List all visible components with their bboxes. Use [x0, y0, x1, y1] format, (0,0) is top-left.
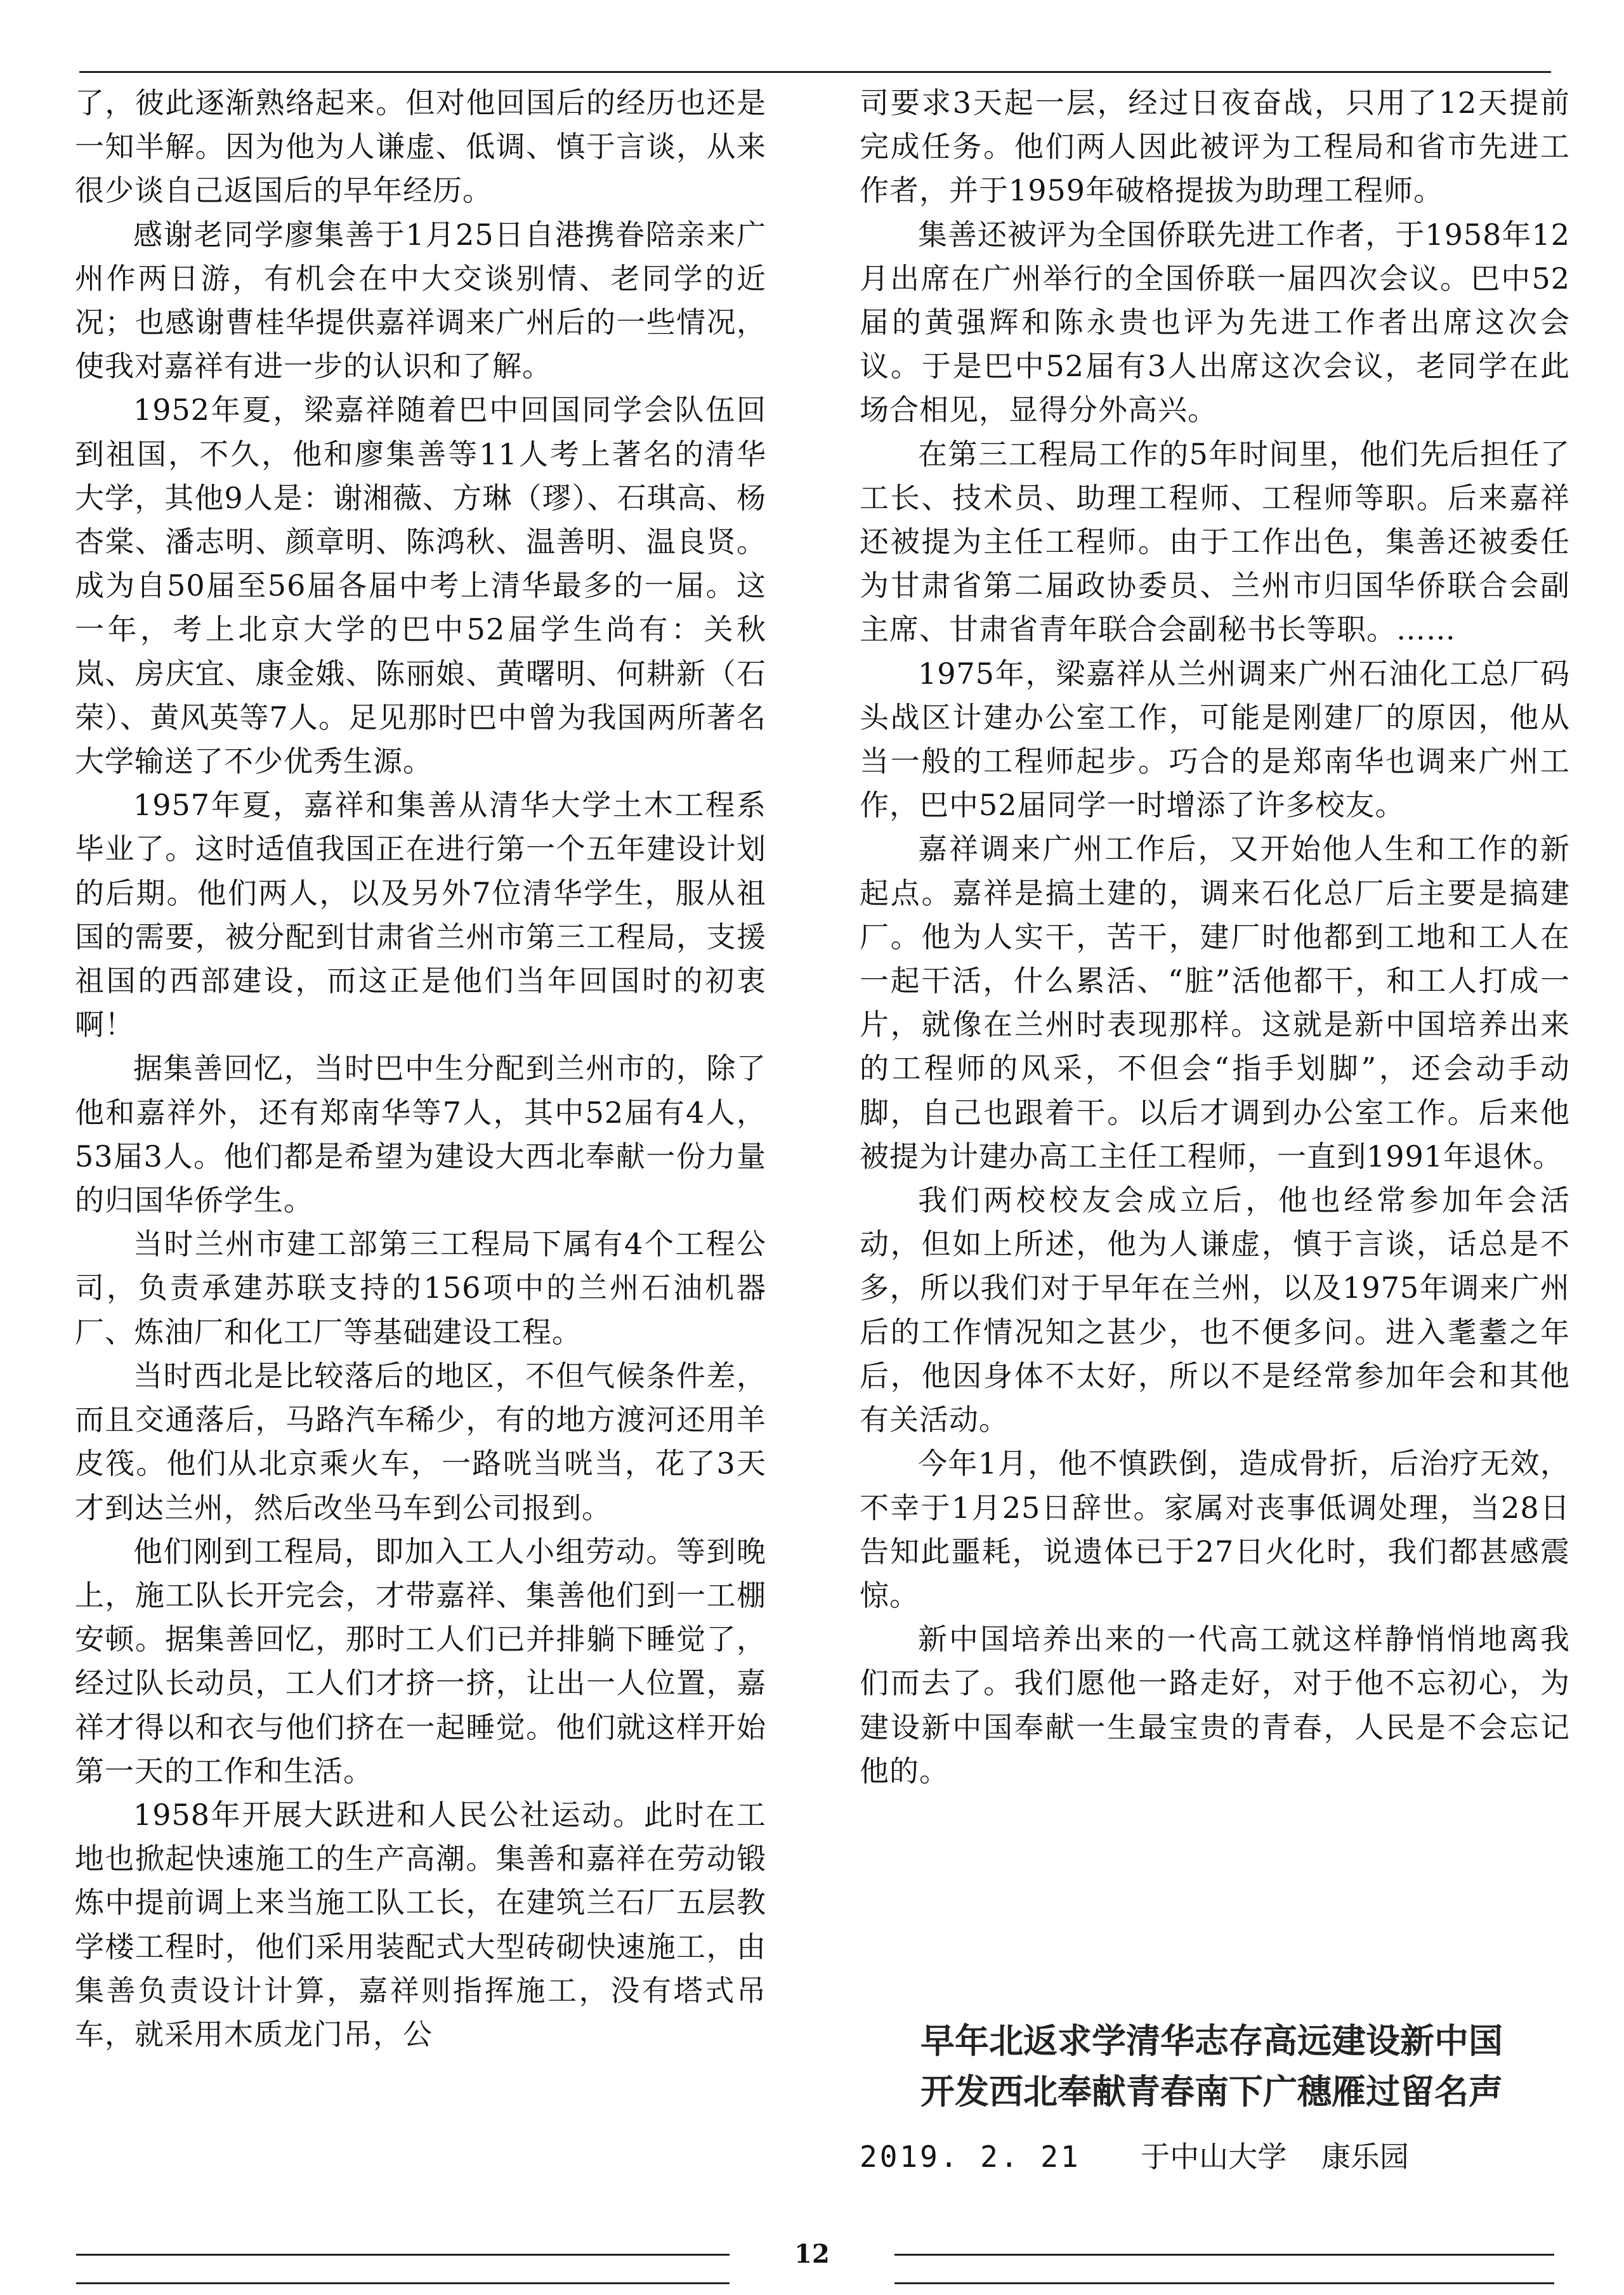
footer-rule-right-top	[894, 2254, 1554, 2256]
paragraph: 了，彼此逐渐熟络起来。但对他回国后的经历也还是一知半解。因为他为人谦虚、低调、慎于言谈，从来很少谈自己返国后的早年经历。	[75, 86, 766, 208]
paragraph: 新中国培养出来的一代高工就这样静悄悄地离我们而去了。我们愿他一路走好，对于他不忘初心，为建设新中国奉献一生最宝贵的青春，人民是不会忘记他的。	[860, 1622, 1570, 1788]
signature-line	[860, 2138, 1409, 2176]
paragraph: 今年1月，他不慎跌倒，造成骨折，后治疗无效，不幸于1月25日辞世。家属对丧事低调处理，当28日告知此噩耗，说遗体已于27日火化时，我们都甚感震惊。	[860, 1446, 1570, 1612]
paragraph: 1975年，梁嘉祥从兰州调来广州石油化工总厂码头战区计建办公室工作，可能是刚建厂的原因，他从当一般的工程师起步。巧合的是郑南华也调来广州工作，巴中52届同学一时增添了许多校友。	[860, 656, 1570, 823]
footer-rule-right-bottom	[894, 2282, 1554, 2284]
paragraph: 我们两校校友会成立后，他也经常参加年会活动，但如上所述，他为人谦虚，慎于言谈，话总是不多，所以我们对于早年在兰州，以及1975年调来广州后的工作情况知之甚少，也不便多问。进入耄耋之年后，他因身体不太好，所以不是经常参加年会和其他有关活动。	[860, 1183, 1570, 1437]
paragraph: 1958年开展大跃进和人民公社运动。此时在工地也掀起快速施工的生产高潮。集善和嘉祥在劳动锻炼中提前调上来当施工队工长，在建筑兰石厂五层教学楼工程时，他们采用装配式大型砖砌快速施工，由集善负责设计计算，嘉祥则指挥施工，没有塔式吊车，就采用木质龙门吊，公	[75, 1797, 766, 2051]
paragraph: 感谢老同学廖集善于1月25日自港携眷陪亲来广州作两日游，有机会在中大交谈别情、老同学的近况；也感谢曹桂华提供嘉祥调来广州后的一些情况，使我对嘉祥有进一步的认识和了解。	[75, 217, 766, 384]
paragraph: 司要求3天起一层，经过日夜奋战，只用了12天提前完成任务。他们两人因此被评为工程局和省市先进工作者，并于1959年破格提拔为助理工程师。	[860, 86, 1570, 208]
couplet-line-1: 早年北返求学清华志存高远建设新中国	[920, 2021, 1503, 2061]
page-number: 12	[794, 2239, 830, 2269]
left-column	[75, 81, 766, 2056]
closing-couplet	[860, 2016, 1564, 2117]
paragraph: 嘉祥调来广州工作后，又开始他人生和工作的新起点。嘉祥是搞土建的，调来石化总厂后主要是搞建厂。他为人实干，苦干，建厂时他都到工地和工人在一起干活，什么累活、“脏”活他都干，和工人打成一片，就像在兰州时表现那样。这就是新中国培养出来的工程师的风采，不但会“指手划脚”，还会动手动脚，自己也跟着干。以后才调到办公室工作。后来他被提为计建办高工主任工程师，一直到1991年退休。	[860, 832, 1570, 1174]
paragraph: 集善还被评为全国侨联先进工作者，于1958年12月出席在广州举行的全国侨联一届四次会议。巴中52届的黄强辉和陈永贵也评为先进工作者出席这次会议。于是巴中52届有3人出席这次会议，老同学在此场合相见，显得分外高兴。	[860, 217, 1570, 428]
signature-date: 2019. 2. 21	[860, 2140, 1081, 2174]
paragraph: 他们刚到工程局，即加入工人小组劳动。等到晚上，施工队长开完会，才带嘉祥、集善他们到一工棚安顿。据集善回忆，那时工人们已并排躺下睡觉了，经过队长动员，工人们才挤一挤，让出一人位置，嘉祥才得以和衣与他们挤在一起睡觉。他们就这样开始第一天的工作和生活。	[75, 1534, 766, 1788]
right-column	[860, 81, 1570, 1793]
paragraph: 当时西北是比较落后的地区，不但气候条件差，而且交通落后，马路汽车稀少，有的地方渡河还用羊皮筏。他们从北京乘火车，一路咣当咣当，花了3天才到达兰州，然后改坐马车到公司报到。	[75, 1358, 766, 1525]
signature-place: 于中山大学	[1141, 2140, 1287, 2174]
couplet-line-2: 开发西北奉献青春南下广穗雁过留名声	[920, 2072, 1503, 2112]
paragraph: 在第三工程局工作的5年时间里，他们先后担任了工长、技术员、助理工程师、工程师等职。后来嘉祥还被提为主任工程师。由于工作出色，集善还被委任为甘肃省第二届政协委员、兰州市归国华侨联合会副主席、甘肃省青年联合会副秘书长等职。……	[860, 436, 1570, 647]
signature-venue: 康乐园	[1321, 2140, 1409, 2174]
paragraph: 当时兰州市建工部第三工程局下属有4个工程公司，负责承建苏联支持的156项中的兰州石油机器厂、炼油厂和化工厂等基础建设工程。	[75, 1227, 766, 1349]
paragraph: 1957年夏，嘉祥和集善从清华大学土木工程系毕业了。这时适值我国正在进行第一个五年建设计划的后期。他们两人，以及另外7位清华学生，服从祖国的需要，被分配到甘肃省兰州市第三工程局，支援祖国的西部建设，而这正是他们当年回国时的初衷啊！	[75, 788, 766, 1042]
footer-rule-left-top	[76, 2254, 730, 2256]
paragraph: 据集善回忆，当时巴中生分配到兰州市的，除了他和嘉祥外，还有郑南华等7人，其中52届有4人，53届3人。他们都是希望为建设大西北奉献一份力量的归国华侨学生。	[75, 1051, 766, 1218]
header-rule	[79, 71, 1551, 73]
footer-rule-left-bottom	[76, 2282, 730, 2284]
paragraph: 1952年夏，梁嘉祥随着巴中回国同学会队伍回到祖国，不久，他和廖集善等11人考上著名的清华大学，其他9人是：谢湘薇、方琳（璆）、石琪高、杨杏棠、潘志明、颜章明、陈鸿秋、温善明、温良贤。成为自50届至56届各届中考上清华最多的一届。这一年，考上北京大学的巴中52届学生尚有：关秋岚、房庆宜、康金娥、陈丽娘、黄曙明、何耕新（石荣）、黄风英等7人。足见那时巴中曾为我国两所著名大学输送了不少优秀生源。	[75, 393, 766, 779]
